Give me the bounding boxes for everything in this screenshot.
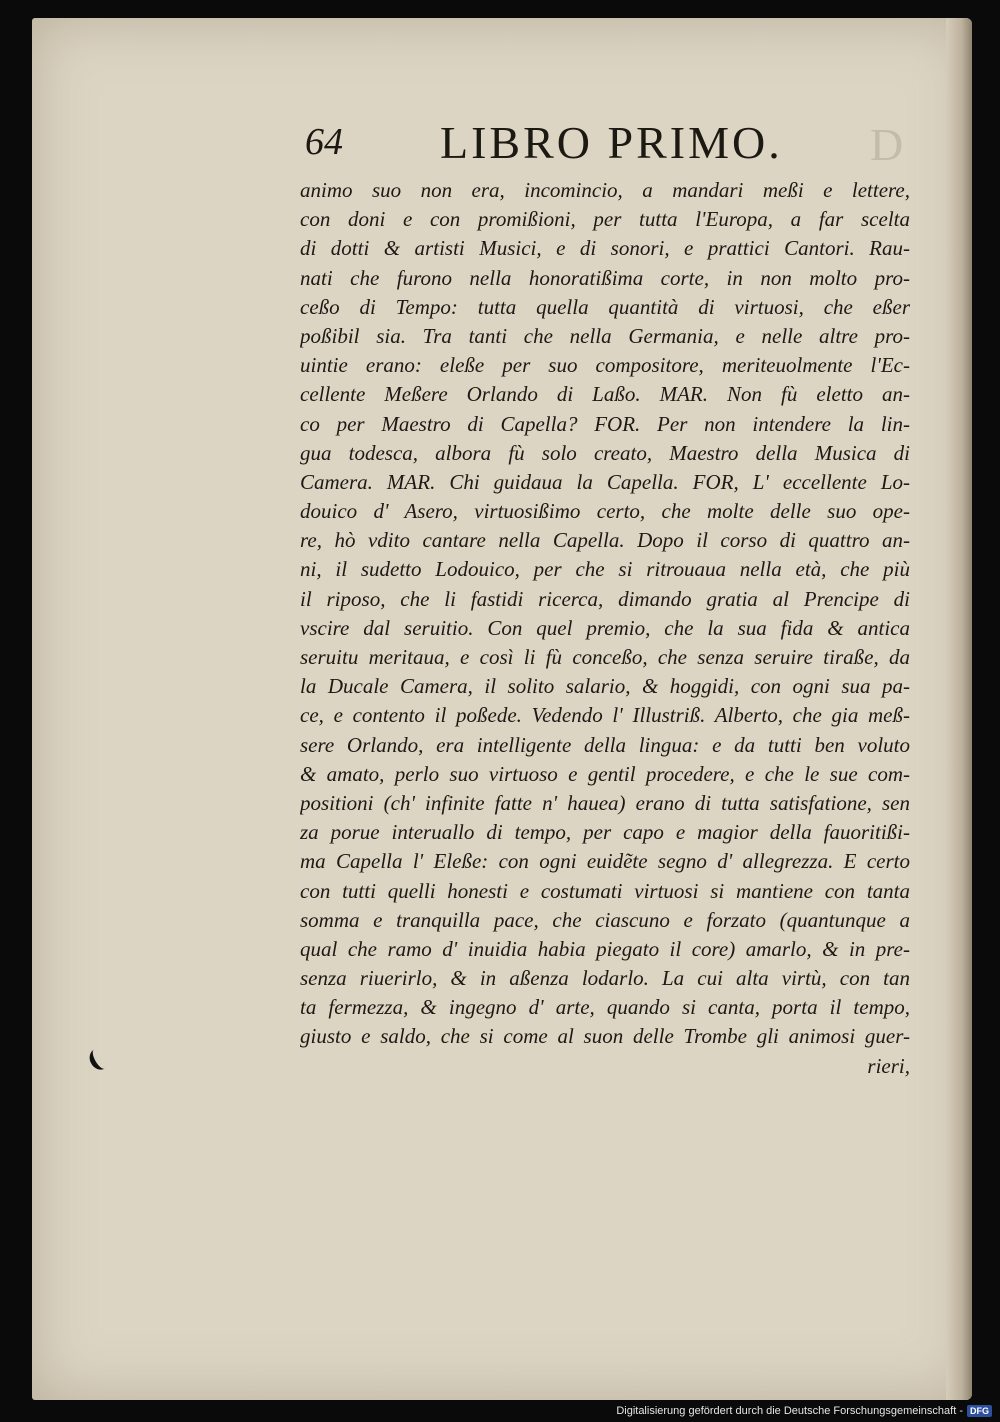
- text-line: nati che furono nella honoratißima corte, in non molto pro-: [300, 265, 910, 290]
- text-line: con tutti quelli honesti e costumati virtuosi si mantiene con tanta: [300, 878, 910, 903]
- running-title: LIBRO PRIMO.: [440, 117, 783, 168]
- text-line: ceßo di Tempo: tutta quella quantità di virtuosi, che eßer: [300, 294, 910, 319]
- page-header: [305, 110, 825, 166]
- text-line: giusto e saldo, che si come al suon delle Trombe gli animosi guer-: [300, 1024, 910, 1049]
- text-line: vscire dal seruitio. Con quel premio, che la sua fida & antica: [300, 615, 910, 640]
- text-line: seruitu meritaua, e così li fù conceßo, che senza seruire tiraße, da: [300, 645, 910, 669]
- text-line: & amato, perlo suo virtuoso e gentil procedere, e che le sue com-: [300, 761, 910, 786]
- digitization-credit: [616, 1404, 992, 1418]
- text-line: sere Orlando, era intelligente della lingua: e da tutti ben voluto: [300, 732, 910, 757]
- text-line: poßibil sia. Tra tanti che nella Germania, e nelle altre pro-: [300, 323, 910, 348]
- text-line: ce, e contento il poßede. Vedendo l' Illustriß. Alberto, che gia meß-: [300, 703, 910, 728]
- text-line: douico d' Asero, virtuosißimo certo, che molte delle suo ope-: [300, 499, 910, 524]
- text-line: ni, il sudetto Lodouico, per che si ritrouaua nella età, che più: [300, 557, 910, 582]
- text-line: za porue interuallo di tempo, per capo e magior della fauoritißi-: [300, 820, 910, 845]
- text-line: di dotti & artisti Musici, e di sonori, e prattici Cantori. Rau-: [300, 236, 910, 261]
- text-line: animo suo non era, incomincio, a mandari meßi e lettere,: [300, 178, 910, 202]
- text-line: qual che ramo d' inuidia habia piegato il core) amarlo, & in pre-: [300, 936, 910, 961]
- text-line: gua todesca, albora fù solo creato, Maestro della Musica di: [300, 440, 910, 465]
- text-line: la Ducale Camera, il solito salario, & hoggidi, con ogni sua pa-: [300, 674, 910, 699]
- text-line: senza riuerirlo, & in aßenza lodarlo. La cui alta virtù, con tan: [300, 966, 910, 991]
- text-line: cellente Meßere Orlando di Laßo. MAR. Non fù eletto an-: [300, 382, 910, 407]
- text-line: Camera. MAR. Chi guidaua la Capella. FOR, L' eccellente Lo-: [300, 469, 910, 494]
- text-line: somma e tranquilla pace, che ciascuno e forzato (quantunque a: [300, 907, 910, 932]
- page-number: 64: [305, 121, 343, 163]
- credit-text: Digitalisierung gefördert durch die Deutsche Forschungsgemeinschaft -: [616, 1405, 963, 1417]
- page-edge-shadow: [946, 18, 972, 1400]
- text-line: re, hò vdito cantare nella Capella. Dopo il corso di quattro an-: [300, 528, 910, 553]
- text-line: positioni (ch' infinite fatte n' hauea) erano di tutta satisfatione, sen: [300, 790, 910, 815]
- dfg-logo-icon: DFG: [967, 1405, 992, 1417]
- bleed-through-letter: D: [870, 119, 904, 170]
- text-line: il riposo, che li fastidi ricerca, dimando gratia al Prencipe di: [300, 586, 910, 611]
- text-line: ta fermezza, & ingegno d' arte, quando si canta, porta il tempo,: [300, 995, 910, 1020]
- body-text: [300, 176, 910, 1081]
- catchword: rieri,: [867, 1053, 910, 1078]
- text-line: co per Maestro di Capella? FOR. Per non intendere la lin-: [300, 411, 910, 436]
- text-line: uintie erano: eleße per suo compositore, meriteuolmente l'Ec-: [300, 353, 910, 378]
- text-line: ma Capella l' Eleße: con ogni euidẽte segno d' allegrezza. E certo: [300, 849, 910, 874]
- text-line: con doni e con promißioni, per tutta l'Europa, a far scelta: [300, 207, 910, 232]
